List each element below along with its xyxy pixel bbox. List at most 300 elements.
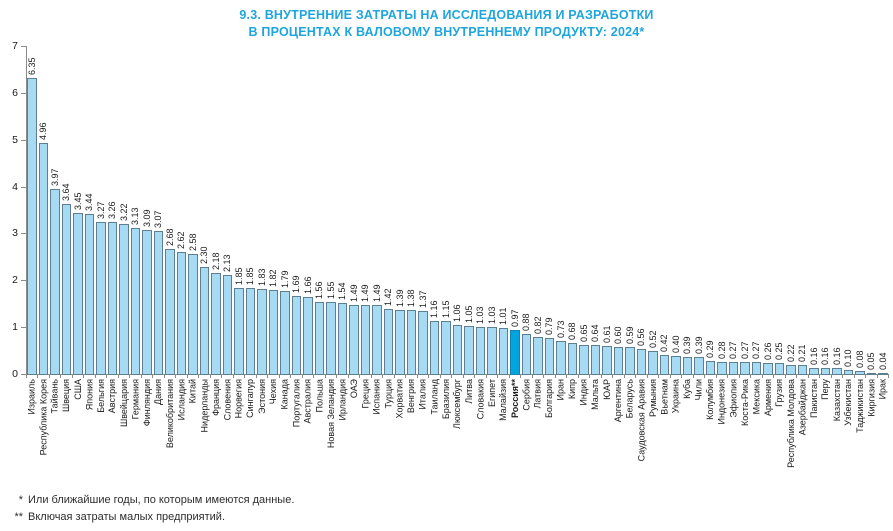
x-axis-tick-mark — [141, 375, 142, 378]
bar-column — [590, 46, 602, 483]
bar — [706, 361, 716, 375]
bar-value-label: 1.54 — [337, 282, 348, 300]
bar — [39, 143, 49, 375]
x-axis-tick-mark — [233, 375, 234, 378]
x-axis-tick-mark — [693, 375, 694, 378]
bar-value-label: 1.79 — [279, 270, 290, 289]
bar-value-label: 0.16 — [831, 346, 842, 365]
x-axis-tick-mark — [819, 375, 820, 378]
bar-category-label: Австралия — [302, 379, 313, 424]
bar — [867, 373, 877, 375]
bar-value-label: 1.39 — [394, 289, 405, 307]
bar — [246, 288, 256, 375]
bar-category-label: Индия — [578, 379, 589, 406]
bar-value-label: 1.82 — [268, 269, 279, 287]
bar-column — [187, 46, 199, 483]
bar — [50, 189, 60, 375]
bar-column — [417, 46, 429, 483]
bar-column — [774, 46, 786, 483]
x-axis-tick-mark — [601, 375, 602, 378]
bar-value-label: 0.56 — [636, 328, 647, 346]
bar-category-label: Армения — [762, 379, 773, 417]
bar-category-label: Дания — [153, 379, 164, 405]
bar-category-label: Германия — [130, 379, 141, 420]
bar-value-label: 0.10 — [843, 349, 854, 368]
bar-value-label: 1.49 — [371, 284, 382, 303]
x-axis-tick-mark — [382, 375, 383, 378]
y-axis-tick-label: 0 — [12, 368, 18, 380]
bar-category-label: Испания — [371, 379, 382, 415]
bar-value-label: 1.56 — [314, 281, 325, 299]
bar-value-label: 1.83 — [256, 268, 267, 287]
y-axis-tick-label: 2 — [12, 274, 18, 287]
bar-column — [49, 46, 61, 483]
bar-column — [360, 46, 372, 483]
bar — [303, 297, 313, 375]
bar-column — [268, 46, 280, 483]
bar — [211, 273, 221, 375]
bar-column — [854, 46, 866, 483]
bar — [752, 362, 762, 375]
bar-value-label: 0.82 — [532, 316, 543, 334]
bar-column — [302, 46, 314, 483]
bar-value-label: 0.40 — [670, 335, 681, 354]
bar-value-label: 1.85 — [245, 267, 256, 286]
bar-category-label: Бельгия — [95, 379, 106, 413]
bar-value-label: 0.04 — [877, 352, 888, 371]
bar-column — [866, 46, 878, 483]
bar-value-label: 0.27 — [751, 341, 762, 360]
bar — [430, 321, 440, 375]
bar-category-label: Венгрия — [406, 379, 417, 414]
bar — [361, 305, 371, 375]
bar-value-label: 0.08 — [854, 350, 865, 369]
x-axis-tick-mark — [497, 375, 498, 378]
bar-category-label: Сингапур — [245, 379, 256, 418]
bar-value-label: 3.97 — [49, 168, 60, 186]
bar — [694, 357, 704, 375]
bar — [499, 328, 509, 375]
bar-value-label: 3.44 — [84, 193, 95, 211]
bar-category-label: Нидерланды — [199, 379, 210, 433]
bar — [855, 371, 865, 375]
bar — [73, 213, 83, 375]
bar-category-label: Эстония — [256, 379, 267, 414]
bar-value-label: 2.62 — [176, 231, 187, 250]
x-axis-tick-mark — [589, 375, 590, 378]
bar-column — [164, 46, 176, 483]
bar-category-label: Турция — [383, 379, 394, 409]
bar — [27, 78, 37, 376]
bar-value-label: 0.25 — [774, 342, 785, 361]
bar-column — [728, 46, 740, 483]
bar-value-label: 1.01 — [498, 307, 509, 325]
x-axis-tick-mark — [302, 375, 303, 378]
x-axis-tick-mark — [152, 375, 153, 378]
x-axis-tick-mark — [210, 375, 211, 378]
bar-category-label: Китай — [187, 379, 198, 404]
x-axis-tick-mark — [83, 375, 84, 378]
bar-column — [371, 46, 383, 483]
bar-category-label: Киргизия — [866, 379, 877, 417]
bar — [545, 338, 555, 375]
bar-column — [452, 46, 464, 483]
x-axis-tick-mark — [428, 375, 429, 378]
bar-column — [532, 46, 544, 483]
bar — [602, 346, 612, 375]
bar-category-label: Малайзия — [498, 379, 509, 421]
bar-column — [808, 46, 820, 483]
bar-value-label: 2.58 — [187, 233, 198, 252]
x-axis-tick-mark — [221, 375, 222, 378]
x-axis-tick-mark — [543, 375, 544, 378]
bar-value-label: 3.09 — [141, 209, 152, 228]
bar — [476, 327, 486, 375]
bar — [407, 310, 417, 375]
bar — [683, 357, 693, 375]
bar-category-label: Мексика — [751, 379, 762, 415]
bar-value-label: 1.37 — [417, 290, 428, 308]
bar-category-label: США — [72, 379, 83, 400]
bar — [234, 288, 244, 375]
bar-column — [176, 46, 188, 483]
x-axis-tick-mark — [463, 375, 464, 378]
bar-category-label: Иран — [555, 379, 566, 401]
bar-column — [475, 46, 487, 483]
bar — [763, 363, 773, 375]
bar-column — [555, 46, 567, 483]
bar-column — [394, 46, 406, 483]
x-axis-tick-mark — [727, 375, 728, 378]
y-axis — [2, 40, 26, 380]
bar-column — [440, 46, 452, 483]
bar-column — [682, 46, 694, 483]
bar-column — [153, 46, 165, 483]
bar-value-label: 0.39 — [682, 336, 693, 354]
bar-column — [521, 46, 533, 483]
x-axis-tick-mark — [474, 375, 475, 378]
x-axis-tick-mark — [762, 375, 763, 378]
x-axis-tick-mark — [796, 375, 797, 378]
bar-column — [141, 46, 153, 483]
x-axis-tick-mark — [704, 375, 705, 378]
bar-value-label: 0.21 — [797, 344, 808, 363]
bar-value-label: 1.49 — [360, 284, 371, 303]
bar-column — [601, 46, 613, 483]
x-axis-tick-mark — [417, 375, 418, 378]
bar-value-label: 3.26 — [107, 201, 118, 220]
x-axis-tick-mark — [313, 375, 314, 378]
bar — [349, 305, 359, 375]
bar — [660, 355, 670, 375]
x-axis-tick-mark — [854, 375, 855, 378]
bar-value-label: 0.39 — [693, 336, 704, 354]
bar — [844, 370, 854, 375]
bar-column — [256, 46, 268, 483]
bar — [223, 275, 233, 375]
x-axis-tick-mark — [877, 375, 878, 378]
bar-value-label: 0.16 — [808, 346, 819, 365]
x-axis-tick-mark — [647, 375, 648, 378]
bar — [614, 347, 624, 375]
x-axis-tick-mark — [578, 375, 579, 378]
bar — [338, 303, 348, 375]
bar — [395, 310, 405, 375]
bar — [487, 327, 497, 375]
bar-column — [84, 46, 96, 483]
bar — [832, 368, 842, 376]
bar-value-label: 0.59 — [624, 326, 635, 345]
bar-value-label: 1.05 — [463, 305, 474, 323]
x-axis-tick-mark — [290, 375, 291, 378]
bar-category-label: Сербия — [521, 379, 532, 411]
bar-category-label: Литва — [463, 379, 474, 404]
bar-value-label: 0.29 — [705, 340, 716, 359]
x-axis-tick-mark — [808, 375, 809, 378]
bar-category-label: Пакистан — [808, 379, 819, 418]
bar-category-label: Куба — [682, 379, 693, 399]
chart-title-line-1: 9.3. ВНУТРЕННИЕ ЗАТРАТЫ НА ИССЛЕДОВАНИЯ И РАЗРАБОТКИ — [239, 8, 654, 22]
y-axis-tick-label: 6 — [12, 86, 18, 99]
bar-category-label: Узбекистан — [843, 379, 854, 426]
bar — [85, 214, 95, 375]
bar-category-label: Вьетнам — [659, 379, 670, 415]
bar-column — [693, 46, 705, 483]
bar — [464, 326, 474, 375]
bar-category-label: Республика Корея — [38, 379, 49, 456]
bar-value-label: 0.73 — [555, 320, 566, 338]
bar-category-label: Аргентина — [613, 379, 624, 423]
bar — [556, 341, 566, 375]
bar-column — [61, 46, 73, 483]
bar-column — [705, 46, 717, 483]
x-axis-tick-mark — [26, 375, 27, 378]
bar-category-label: Швейцария — [118, 379, 129, 428]
bar-category-label: ОАЭ — [348, 379, 359, 399]
bar — [568, 343, 578, 375]
bar — [188, 254, 198, 375]
bar-category-label: Италия — [417, 379, 428, 410]
bar — [62, 204, 72, 375]
bar-category-label: Канада — [279, 379, 290, 410]
bar-column — [348, 46, 360, 483]
y-axis-tick-label: 7 — [12, 40, 18, 52]
bar-category-label: Чили — [693, 379, 704, 401]
bar — [591, 345, 601, 375]
bar-column — [785, 46, 797, 483]
bar-column — [107, 46, 119, 483]
bar-value-label: 0.22 — [785, 344, 796, 362]
bar — [280, 291, 290, 375]
bar-category-label: ЮАР — [601, 379, 612, 400]
bar-category-label: Республика Молдова — [785, 379, 796, 468]
x-axis-tick-mark — [198, 375, 199, 378]
x-axis-tick-mark — [336, 375, 337, 378]
bar-category-label: Япония — [84, 379, 95, 411]
bar-column — [636, 46, 648, 483]
bar-category-label: Беларусь — [624, 379, 635, 419]
bar — [809, 368, 819, 376]
bar-column — [233, 46, 245, 483]
bar-column — [199, 46, 211, 483]
bar — [154, 231, 164, 375]
footnote-2-text: Включая затраты малых предприятий. — [28, 511, 226, 523]
bar — [522, 334, 532, 375]
bar-column — [26, 46, 38, 483]
x-axis-tick-mark — [37, 375, 38, 378]
bar-category-label: Украина — [670, 379, 681, 414]
y-axis-tick-label: 4 — [12, 180, 18, 193]
bar-category-label: Индонезия — [716, 379, 727, 425]
bar-column — [337, 46, 349, 483]
bar-column — [210, 46, 222, 483]
x-axis-tick-mark — [555, 375, 556, 378]
footnotes — [8, 492, 893, 526]
x-axis-tick-mark — [279, 375, 280, 378]
bar-column — [314, 46, 326, 483]
bar-value-label: 0.60 — [613, 326, 624, 344]
bar-column — [38, 46, 50, 483]
footnote-1-text: Или ближайшие годы, по которым имеются данные. — [28, 494, 295, 506]
x-axis-tick-mark — [520, 375, 521, 378]
bar — [269, 290, 279, 375]
x-axis-tick-mark — [60, 375, 61, 378]
bar-category-label: Великобритания — [164, 379, 175, 449]
bar-value-label: 3.27 — [95, 201, 106, 219]
bar-value-label: 1.85 — [233, 267, 244, 286]
bar-column — [739, 46, 751, 483]
bar-column — [670, 46, 682, 483]
bar-column — [659, 46, 671, 483]
bar-value-label: 0.88 — [521, 313, 532, 331]
bar — [671, 356, 681, 375]
bar-column — [72, 46, 84, 483]
bar — [533, 337, 543, 375]
bar-value-label: 3.22 — [118, 203, 129, 222]
bar-value-label: 2.30 — [199, 246, 210, 265]
bar-category-label: Латвия — [532, 379, 543, 409]
bar-value-label: 3.45 — [72, 192, 83, 211]
bar-category-label: Хорватия — [394, 379, 405, 419]
x-axis-tick-mark — [164, 375, 165, 378]
bar-value-label: 6.35 — [26, 56, 37, 75]
bar — [740, 362, 750, 375]
x-axis-tick-mark — [394, 375, 395, 378]
bar-value-label: 2.68 — [164, 228, 175, 247]
bar — [625, 347, 635, 375]
y-axis-tick-label: 3 — [12, 227, 18, 240]
bar-column — [647, 46, 659, 483]
bar-category-label: Норвегия — [233, 379, 244, 419]
bar-category-label: Словакия — [475, 379, 486, 420]
footnote-1 — [8, 492, 893, 509]
bar-column — [383, 46, 395, 483]
x-axis-tick-mark — [267, 375, 268, 378]
bar-category-label: Таиланд — [429, 379, 440, 415]
x-axis-tick-mark — [785, 375, 786, 378]
bar-value-label: 1.38 — [406, 289, 417, 308]
bar-category-label: Тайвань — [49, 379, 60, 414]
bar-category-label: Польша — [314, 379, 325, 413]
x-axis-tick-mark — [670, 375, 671, 378]
bar — [131, 228, 141, 375]
bar-column — [95, 46, 107, 483]
bar — [200, 267, 210, 375]
x-axis-tick-mark — [72, 375, 73, 378]
bar-category-label: Коста-Рика — [739, 379, 750, 426]
bar-category-label: Ирак — [877, 379, 888, 400]
x-axis-tick-mark — [773, 375, 774, 378]
bar-column — [486, 46, 498, 483]
x-axis-tick-mark — [831, 375, 832, 378]
bar-value-label: 1.69 — [291, 275, 302, 293]
x-axis-tick-mark — [739, 375, 740, 378]
bar — [717, 362, 727, 375]
bar-value-label: 0.65 — [578, 323, 589, 342]
x-axis-tick-mark — [325, 375, 326, 378]
bar — [821, 368, 831, 376]
bar-category-label: Азербайджан — [797, 379, 808, 436]
bar-category-label: Греция — [360, 379, 371, 409]
bar-category-label: Казахстан — [831, 379, 842, 422]
x-axis-tick-mark — [256, 375, 257, 378]
bar-column — [797, 46, 809, 483]
bar-column — [751, 46, 763, 483]
bar-column — [130, 46, 142, 483]
bar-value-label: 1.66 — [302, 276, 313, 295]
bar — [579, 345, 589, 376]
bar-value-label: 0.27 — [739, 341, 750, 360]
bar-category-label: Ирландия — [337, 379, 348, 421]
bar-column — [325, 46, 337, 483]
bar-chart — [2, 40, 889, 483]
bar-column — [820, 46, 832, 483]
bar-value-label: 1.06 — [452, 304, 463, 323]
bar-value-label: 0.27 — [728, 341, 739, 360]
x-axis-tick-mark — [175, 375, 176, 378]
bar — [453, 325, 463, 375]
x-axis-tick-mark — [612, 375, 613, 378]
bar — [637, 349, 647, 375]
x-axis-tick-mark — [371, 375, 372, 378]
x-axis-tick-mark — [681, 375, 682, 378]
bar — [292, 296, 302, 375]
x-axis-tick-mark — [187, 375, 188, 378]
x-axis-tick-mark — [750, 375, 751, 378]
plot-columns — [26, 46, 889, 483]
bar-value-label: 3.13 — [130, 207, 141, 226]
bar — [142, 230, 152, 375]
x-axis-tick-mark — [486, 375, 487, 378]
bar-value-label: 0.42 — [659, 334, 670, 353]
bar-column — [509, 46, 521, 483]
bar-column — [406, 46, 418, 483]
bar-value-label: 3.07 — [153, 210, 164, 229]
bar-column — [624, 46, 636, 483]
bar-value-label: 1.15 — [440, 300, 451, 319]
bar-column — [762, 46, 774, 483]
bar-value-label: 0.05 — [866, 352, 877, 370]
bar — [878, 373, 888, 375]
bar — [798, 365, 808, 375]
x-axis-tick-mark — [865, 375, 866, 378]
x-axis-tick-mark — [244, 375, 245, 378]
bar-value-label: 2.18 — [210, 252, 221, 270]
bar-category-label: Египет — [486, 379, 497, 408]
bar-value-label: 3.64 — [61, 183, 72, 202]
bar — [372, 305, 382, 375]
bar-column — [463, 46, 475, 483]
